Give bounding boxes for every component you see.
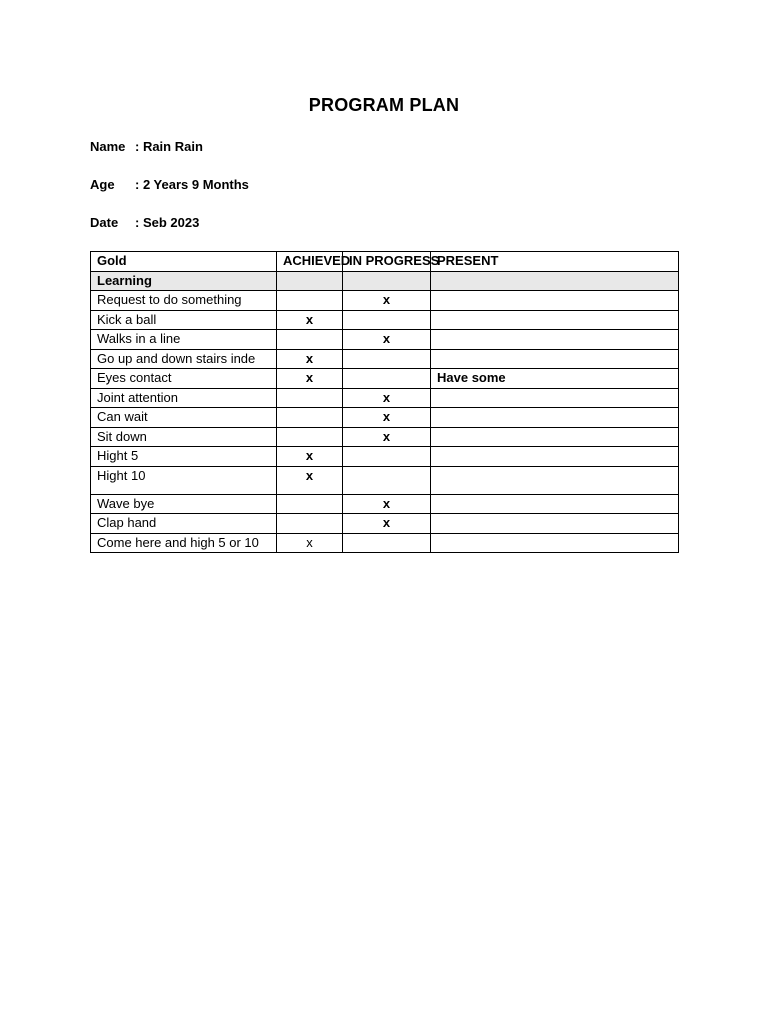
achieved-cell: x xyxy=(277,349,343,369)
achieved-cell xyxy=(277,494,343,514)
info-date xyxy=(90,215,199,230)
achieved-cell xyxy=(277,291,343,311)
in-progress-cell xyxy=(343,447,431,467)
present-cell xyxy=(431,349,679,369)
info-age-value: : 2 Years 9 Months xyxy=(135,177,249,192)
in-progress-cell: x xyxy=(343,330,431,350)
section-row xyxy=(91,271,679,291)
in-progress-cell: x xyxy=(343,494,431,514)
goal-cell: Hight 10 xyxy=(91,466,277,494)
table-row xyxy=(91,514,679,534)
achieved-cell: x xyxy=(277,466,343,494)
achieved-cell xyxy=(277,408,343,428)
info-name-label: Name xyxy=(90,139,126,154)
goal-cell: Kick a ball xyxy=(91,310,277,330)
achieved-cell: x xyxy=(277,310,343,330)
goal-cell: Sit down xyxy=(91,427,277,447)
goal-cell: Eyes contact xyxy=(91,369,277,389)
info-age xyxy=(90,177,249,192)
table-row xyxy=(91,349,679,369)
table-row xyxy=(91,388,679,408)
in-progress-cell xyxy=(343,310,431,330)
table-row xyxy=(91,369,679,389)
table-header-row xyxy=(91,252,679,272)
table-row xyxy=(91,533,679,553)
info-date-label: Date xyxy=(90,215,119,230)
in-progress-cell: x xyxy=(343,388,431,408)
table-row xyxy=(91,330,679,350)
goal-cell: Can wait xyxy=(91,408,277,428)
in-progress-cell: x xyxy=(343,291,431,311)
present-cell xyxy=(431,427,679,447)
header-achieved: ACHIEVED xyxy=(277,252,343,272)
header-in-progress: IN PROGRESS xyxy=(343,252,431,272)
table-row xyxy=(91,447,679,467)
achieved-cell: x xyxy=(277,369,343,389)
table-row xyxy=(91,494,679,514)
achieved-cell: x xyxy=(277,447,343,467)
header-goal: Gold xyxy=(91,252,277,272)
achieved-cell: x xyxy=(277,533,343,553)
goal-cell: Come here and high 5 or 10 xyxy=(91,533,277,553)
present-cell xyxy=(431,330,679,350)
section-cell xyxy=(277,271,343,291)
goal-cell: Wave bye xyxy=(91,494,277,514)
table-row xyxy=(91,291,679,311)
table-row xyxy=(91,408,679,428)
present-cell xyxy=(431,291,679,311)
info-name-value: : Rain Rain xyxy=(135,139,203,154)
achieved-cell xyxy=(277,514,343,534)
page-title: PROGRAM PLAN xyxy=(308,95,460,115)
table-row xyxy=(91,427,679,447)
section-cell xyxy=(343,271,431,291)
goal-cell: Request to do something xyxy=(91,291,277,311)
achieved-cell xyxy=(277,330,343,350)
goal-cell: Hight 5 xyxy=(91,447,277,467)
in-progress-cell xyxy=(343,349,431,369)
info-age-label: Age xyxy=(90,177,115,192)
achieved-cell xyxy=(277,427,343,447)
present-cell xyxy=(431,408,679,428)
present-cell: Have some xyxy=(431,369,679,389)
in-progress-cell: x xyxy=(343,514,431,534)
present-cell xyxy=(431,533,679,553)
achieved-cell xyxy=(277,388,343,408)
in-progress-cell: x xyxy=(343,427,431,447)
section-cell xyxy=(431,271,679,291)
info-date-value: : Seb 2023 xyxy=(135,215,200,230)
goal-cell: Clap hand xyxy=(91,514,277,534)
present-cell xyxy=(431,466,679,494)
section-label: Learning xyxy=(91,271,277,291)
present-cell xyxy=(431,514,679,534)
goal-cell: Walks in a line xyxy=(91,330,277,350)
in-progress-cell xyxy=(343,466,431,494)
goal-cell: Joint attention xyxy=(91,388,277,408)
present-cell xyxy=(431,388,679,408)
table-row xyxy=(91,466,679,494)
in-progress-cell xyxy=(343,533,431,553)
header-present: PRESENT xyxy=(431,252,679,272)
present-cell xyxy=(431,447,679,467)
in-progress-cell xyxy=(343,369,431,389)
program-plan-table xyxy=(90,251,679,553)
present-cell xyxy=(431,494,679,514)
info-name xyxy=(90,139,203,154)
in-progress-cell: x xyxy=(343,408,431,428)
table-row xyxy=(91,310,679,330)
goal-cell: Go up and down stairs inde xyxy=(91,349,277,369)
present-cell xyxy=(431,310,679,330)
